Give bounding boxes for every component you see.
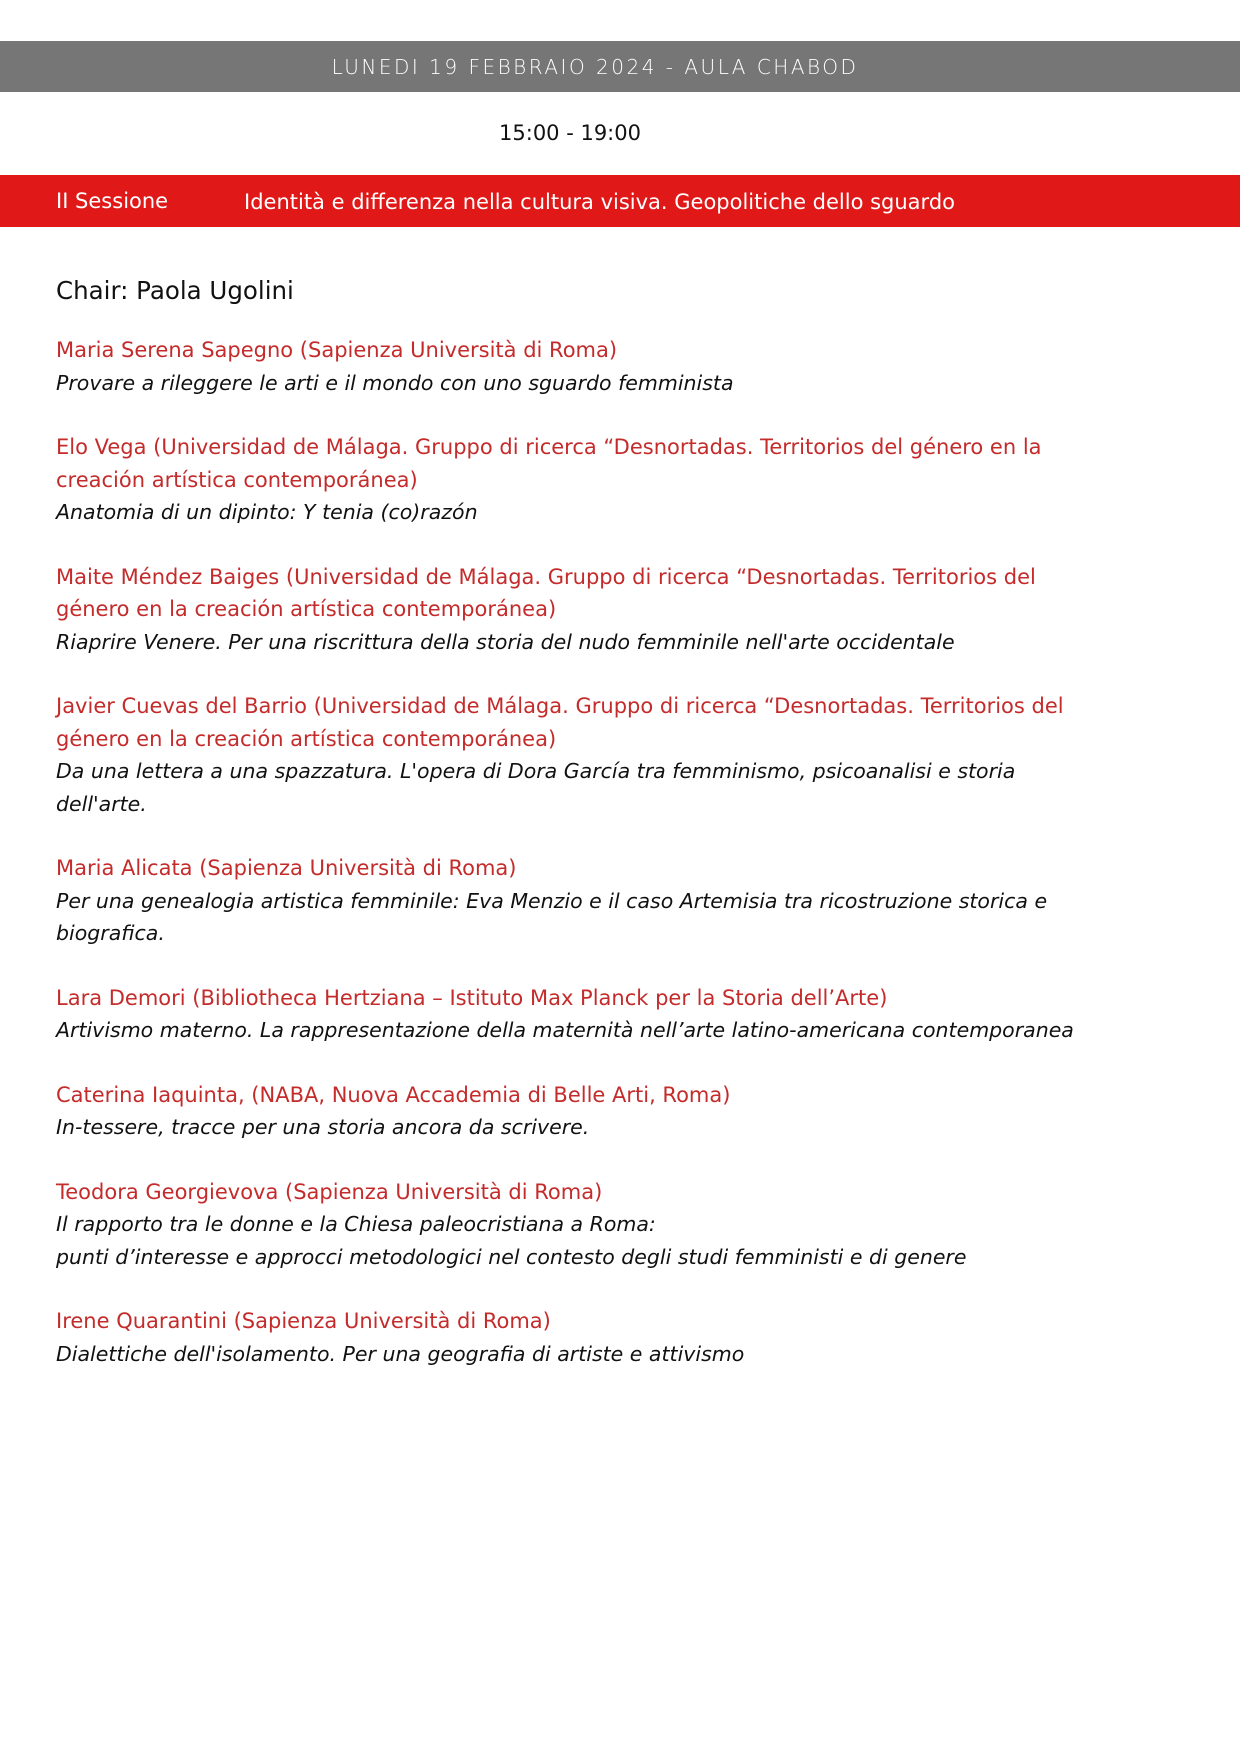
session-title: Identità e differenza nella cultura visiva. Geopolitiche dello sguardo (244, 190, 955, 214)
session-chair: Chair: Paola Ugolini (56, 276, 294, 305)
programme-entry (56, 431, 1086, 529)
programme-entry (56, 1079, 1086, 1144)
programme-entry (56, 852, 1086, 950)
programme-entry (56, 690, 1086, 820)
speaker-affiliation: Teodora Georgievova (Sapienza Università di Roma) (56, 1179, 603, 1204)
session-label: II Sessione (56, 189, 169, 213)
talk-title: Riaprire Venere. Per una riscrittura della storia del nudo femminile nell'arte occidentale (56, 629, 955, 654)
talk-title: Anatomia di un dipinto: Y tenia (co)razón (56, 500, 478, 524)
talk-title: Provare a rileggere le arti e il mondo con uno sguardo femminista (56, 370, 734, 395)
talk-title: Il rapporto tra le donne e la Chiesa paleocristiana a Roma: (56, 1212, 656, 1236)
talk-title-continued: punti d’interesse e approcci metodologici nel contesto degli studi femministi e di genere (56, 1244, 967, 1269)
session-banner (0, 175, 1240, 227)
programme-entry (56, 982, 1086, 1047)
date-venue-banner (0, 41, 1240, 92)
speaker-affiliation: Maite Méndez Baiges (Universidad de Málaga. Gruppo di ricerca “Desnortadas. Territorios del género en la creación artística contemporánea) (56, 564, 1036, 621)
talk-title: Artivismo materno. La rappresentazione della maternità nell’arte latino-americana contemporanea (56, 1018, 1074, 1042)
speaker-affiliation: Caterina Iaquinta, (NABA, Nuova Accademia di Belle Arti, Roma) (56, 1082, 731, 1107)
programme-entry (56, 1305, 1086, 1370)
talk-title: Da una lettera a una spazzatura. L'opera di Dora García tra femminismo, psicoanalisi e storia dell'arte. (56, 759, 1016, 816)
programme-entry (56, 334, 1086, 399)
speaker-affiliation: Maria Serena Sapegno (Sapienza Università di Roma) (56, 338, 618, 362)
date-venue-text: LUNEDI 19 FEBBRAIO 2024 - AULA CHABOD (331, 54, 859, 79)
programme-entry (56, 1176, 1086, 1274)
speaker-affiliation: Maria Alicata (Sapienza Università di Roma) (56, 856, 517, 880)
speaker-affiliation: Elo Vega (Universidad de Málaga. Gruppo di ricerca “Desnortadas. Territorios del género en la creación artística contemporánea) (56, 435, 1042, 492)
talk-title: Per una genealogia artistica femminile: Eva Menzio e il caso Artemisia tra ricostruzione storica e biografica. (56, 888, 1048, 945)
talk-title: Dialettiche dell'isolamento. Per una geografia di artiste e attivismo (56, 1341, 745, 1366)
session-time: 15:00 - 19:00 (499, 121, 641, 145)
session-programme (56, 274, 1086, 1402)
speaker-affiliation: Irene Quarantini (Sapienza Università di Roma) (56, 1309, 551, 1333)
speaker-affiliation: Javier Cuevas del Barrio (Universidad de Málaga. Gruppo di ricerca “Desnortadas. Territorios del género en la creación artística contemporánea) (56, 694, 1064, 751)
talk-title: In-tessere, tracce per una storia ancora da scrivere. (56, 1115, 590, 1139)
speaker-affiliation: Lara Demori (Bibliotheca Hertziana – Istituto Max Planck per la Storia dell’Arte) (56, 985, 888, 1010)
programme-entry (56, 561, 1086, 659)
